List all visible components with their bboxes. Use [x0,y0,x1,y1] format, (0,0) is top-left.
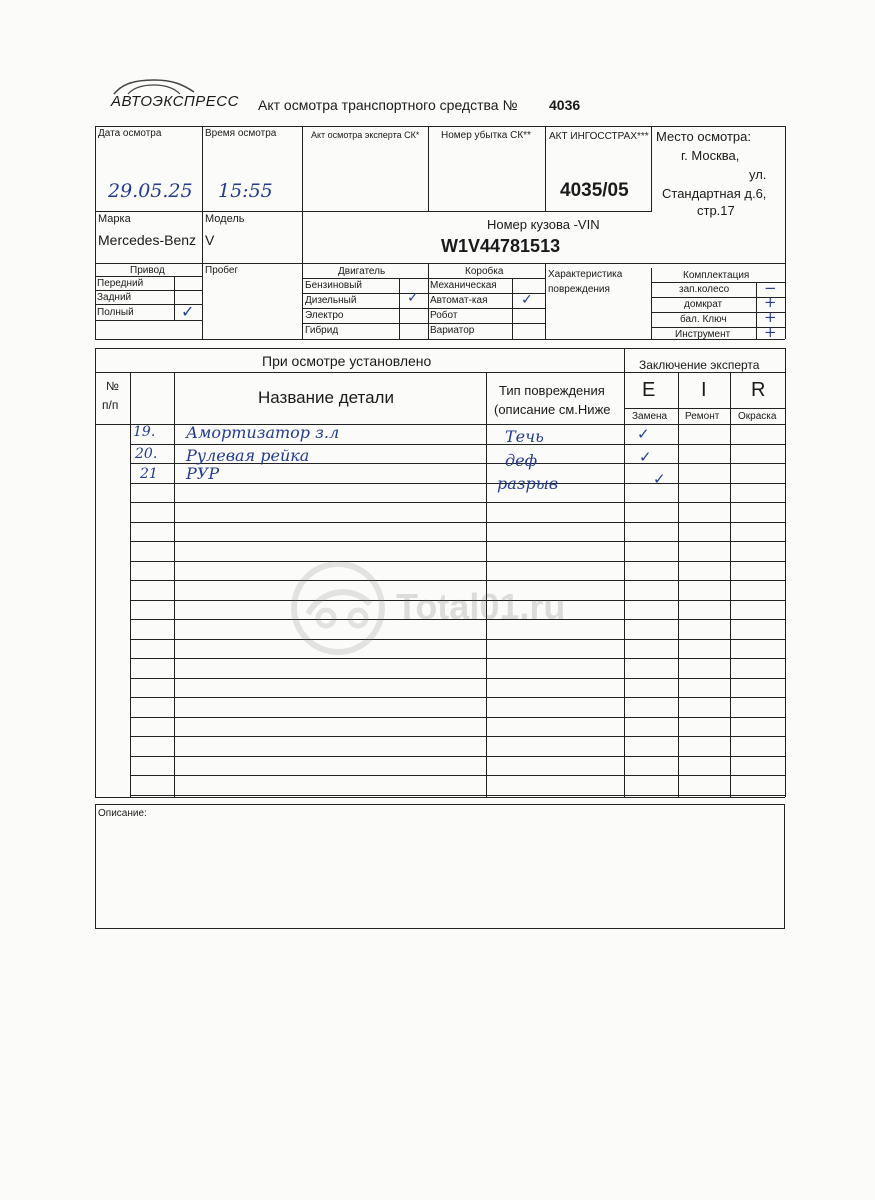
place-line3: Стандартная д.6, [662,186,767,201]
act-number: 4036 [549,97,581,113]
gearbox-auto-check: ✓ [521,292,533,308]
col-e: E [642,379,656,401]
findings-row-line [130,697,785,698]
row-3-damage: разрыв [497,474,559,493]
drive-full-check: ✓ [181,302,195,321]
findings-row-line [130,502,785,503]
brand-label: Марка [98,213,131,225]
place-line2: ул. [749,167,767,182]
findings-row-line [130,522,785,523]
row-2-part: Рулевая рейка [186,446,310,465]
col-repair: Ремонт [685,411,720,422]
col-paint: Окраска [738,411,777,422]
model-value: V [205,232,215,248]
equipment-mark-wrench: + [764,308,777,326]
gearbox-option-manual: Механическая [430,280,497,291]
place-line1: г. Москва, [681,148,740,163]
loss-number-label: Номер убытка СК** [441,130,531,141]
findings-row-line [130,795,785,796]
gearbox-label: Коробка [465,266,504,277]
findings-row-line [130,678,785,679]
vin-value: W1V44781513 [441,236,561,256]
findings-row-line [130,658,785,659]
findings-row-line [130,756,785,757]
gearbox-option-robot: Робот [430,310,458,321]
engine-option-diesel: Дизельный [305,295,357,306]
col-damage-1: Тип повреждения [499,383,605,398]
row-3-replace-check: ✓ [653,470,666,488]
equipment-item-tools: Инструмент [675,329,731,340]
gearbox-option-auto: Автомат-кая [430,295,488,306]
equipment-item-jack: домкрат [684,299,723,310]
inspection-time-label: Время осмотра [205,128,277,139]
findings-row-line [130,483,785,484]
expert-act-label: Акт осмотра эксперта СК* [311,130,420,140]
damage-char-label-1: Характеристика [548,269,623,280]
findings-row-line [130,717,785,718]
col-i: I [701,379,707,401]
findings-row-line [130,736,785,737]
place-line4: стр.17 [697,203,735,218]
place-label: Место осмотра: [656,129,751,144]
expert-conclusion-title: Заключение эксперта [639,358,760,372]
equipment-mark-spare: − [764,279,777,297]
ingos-act-value: 4035/05 [560,180,629,201]
page-title: Акт осмотра транспортного средства № [258,97,518,113]
inspection-date-label: Дата осмотра [98,128,162,139]
engine-diesel-check: ✓ [407,290,419,306]
equipment-item-spare: зап.колесо [679,284,730,295]
model-label: Модель [205,213,245,225]
findings-row-line [130,775,785,776]
col-part-header: Название детали [258,388,394,407]
brand-value: Mercedes-Benz [98,232,197,248]
equipment-label: Комплектация [683,270,750,281]
drive-option-rear: Задний [97,292,132,303]
col-damage-2: (описание см.Ниже [494,402,611,417]
watermark [288,558,598,658]
row-3-num: 21 [140,466,158,482]
row-3-part: РУР [186,464,220,483]
findings-row-line [130,444,785,445]
inspection-time-value: 15:55 [218,180,273,202]
description-box [95,804,785,929]
engine-label: Двигатель [338,266,386,277]
logo [108,74,239,114]
gearbox-option-cvt: Вариатор [430,325,475,336]
equipment-item-wrench: бал. Ключ [680,314,727,325]
ingos-act-label: АКТ ИНГОССТРАХ*** [549,131,649,142]
logo-text: АВТОЭКСПРЕСС [111,93,239,110]
equipment-mark-jack: + [764,293,777,311]
watermark-text: Total01.ru [396,586,566,627]
inspection-date-value: 29.05.25 [108,180,193,202]
row-1-damage: Течь [505,427,544,446]
vin-label: Номер кузова -VIN [487,217,600,232]
drive-label: Привод [130,265,165,276]
drive-option-front: Передний [97,278,144,289]
col-replace: Замена [632,411,668,422]
equipment-mark-tools: + [764,323,777,341]
engine-option-electric: Электро [305,310,344,321]
col-num-2: п/п [102,398,119,412]
row-1-replace-check: ✓ [637,425,650,443]
row-1-part: Амортизатор з.л [186,423,340,442]
findings-title: При осмотре установлено [262,353,432,369]
row-2-replace-check: ✓ [639,448,652,466]
row-2-num: 20. [135,446,158,462]
mileage-label: Пробег [205,265,239,276]
engine-option-hybrid: Гибрид [305,325,339,336]
row-2-damage: деф [505,451,538,470]
engine-option-petrol: Бензиновый [305,280,362,291]
damage-char-label-2: повреждения [548,284,610,295]
col-num-1: № [106,379,119,393]
drive-option-full: Полный [97,307,134,318]
col-r: R [751,379,766,401]
findings-row-line [130,541,785,542]
description-label: Описание: [98,808,147,819]
row-1-num: 19. [133,424,156,440]
